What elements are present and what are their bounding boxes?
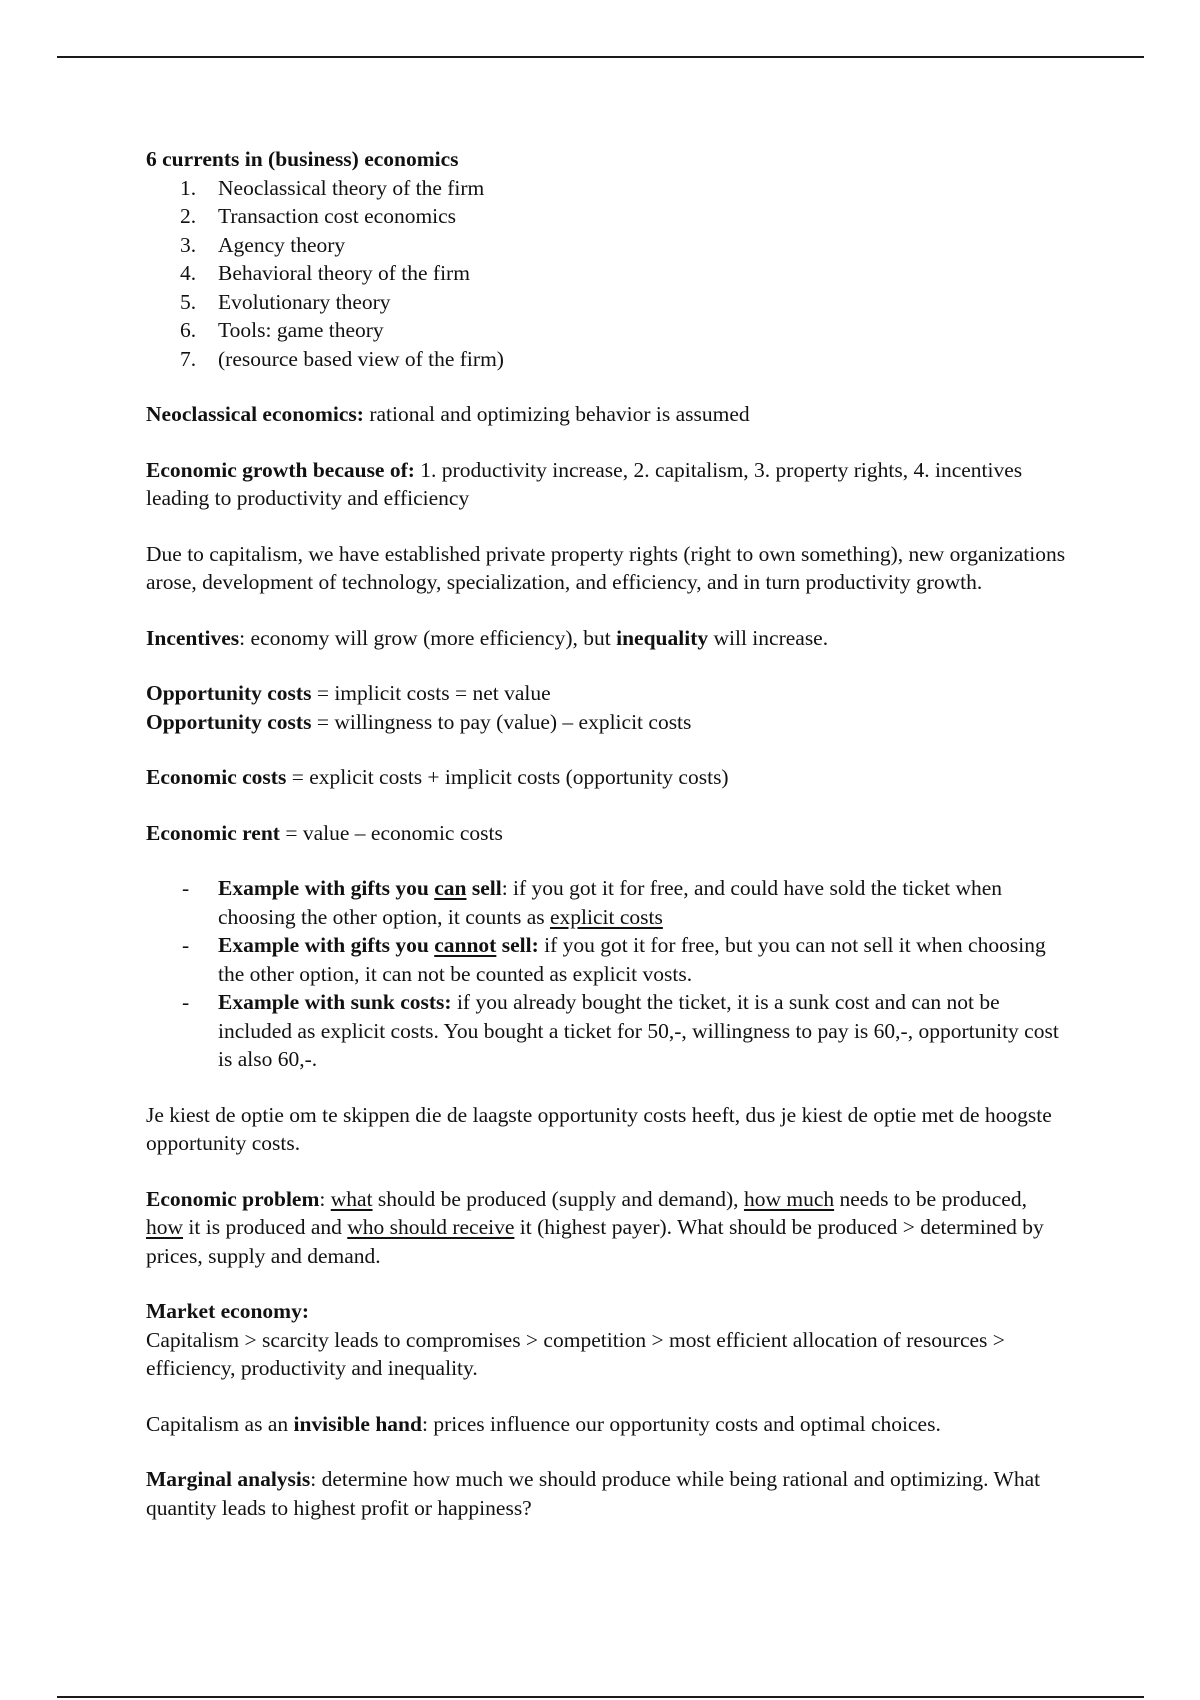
list-item: 1. Neoclassical theory of the firm xyxy=(180,175,485,200)
document-body xyxy=(146,145,1066,1549)
invisible-hand-paragraph: Capitalism as an invisible hand: prices influence our opportunity costs and optimal choices. xyxy=(146,1411,941,1436)
economic-problem-paragraph: Economic problem: what should be produced (supply and demand), how much needs to be produced, how it is produced and who should receive it (highest payer). What should be produced > determined by prices, supply and demand. xyxy=(146,1186,1044,1268)
market-economy-paragraph: Market economy: Capitalism > scarcity leads to compromises > competition > most efficient allocation of resources > efficiency, productivity and inequality. xyxy=(146,1299,1005,1380)
list-item: - Example with gifts you cannot sell: if you got it for free, but you can not sell it when choosing the other option, it can not be counted as explicit vosts. xyxy=(182,933,1046,986)
top-rule xyxy=(57,56,1144,58)
capitalism-paragraph: Due to capitalism, we have established private property rights (right to own something), new organizations arose, development of technology, specialization, and efficiency, and in turn productivity growth. xyxy=(146,541,1066,594)
marginal-analysis-paragraph: Marginal analysis: determine how much we should produce while being rational and optimizing. What quantity leads to highest profit or happiness? xyxy=(146,1467,1041,1520)
list-item: - Example with gifts you can sell: if you got it for free, and could have sold the ticket when choosing the other option, it counts as explicit costs xyxy=(182,876,1003,929)
economic-costs-paragraph: Economic costs = explicit costs + implicit costs (opportunity costs) xyxy=(146,765,729,789)
currents-list xyxy=(146,174,1066,374)
list-item: 4. Behavioral theory of the firm xyxy=(180,261,470,285)
section-heading: 6 currents in (business) economics xyxy=(146,147,459,171)
bottom-rule xyxy=(57,1696,1144,1698)
list-item: 3. Agency theory xyxy=(180,232,346,257)
neoclassical-paragraph: Neoclassical economics: rational and optimizing behavior is assumed xyxy=(146,402,750,426)
incentives-paragraph: Incentives: economy will grow (more efficiency), but inequality will increase. xyxy=(146,625,829,650)
list-item: 5. Evolutionary theory xyxy=(180,289,391,314)
dutch-paragraph: Je kiest de optie om te skippen die de laagste opportunity costs heeft, dus je kiest de optie met de hoogste opportunity costs. xyxy=(146,1102,1052,1155)
list-item: 6. Tools: game theory xyxy=(180,318,384,342)
examples-list xyxy=(146,874,1066,1074)
economic-rent-paragraph: Economic rent = value – economic costs xyxy=(146,820,503,845)
list-item: 2. Transaction cost economics xyxy=(180,204,457,228)
list-item: - Example with sunk costs: if you already bought the ticket, it is a sunk cost and can not be included as explicit costs. You bought a ticket for 50,-, willingness to pay is 60,-, opportunity cost is also 60,-. xyxy=(182,990,1059,1071)
growth-paragraph: Economic growth because of: 1. productivity increase, 2. capitalism, 3. property rights, 4. incentives leading to productivity and efficiency xyxy=(146,457,1023,510)
opportunity-costs-paragraph: Opportunity costs = implicit costs = net value Opportunity costs = willingness to pay (value) – explicit costs xyxy=(146,681,692,734)
list-item: 7. (resource based view of the firm) xyxy=(180,346,504,371)
